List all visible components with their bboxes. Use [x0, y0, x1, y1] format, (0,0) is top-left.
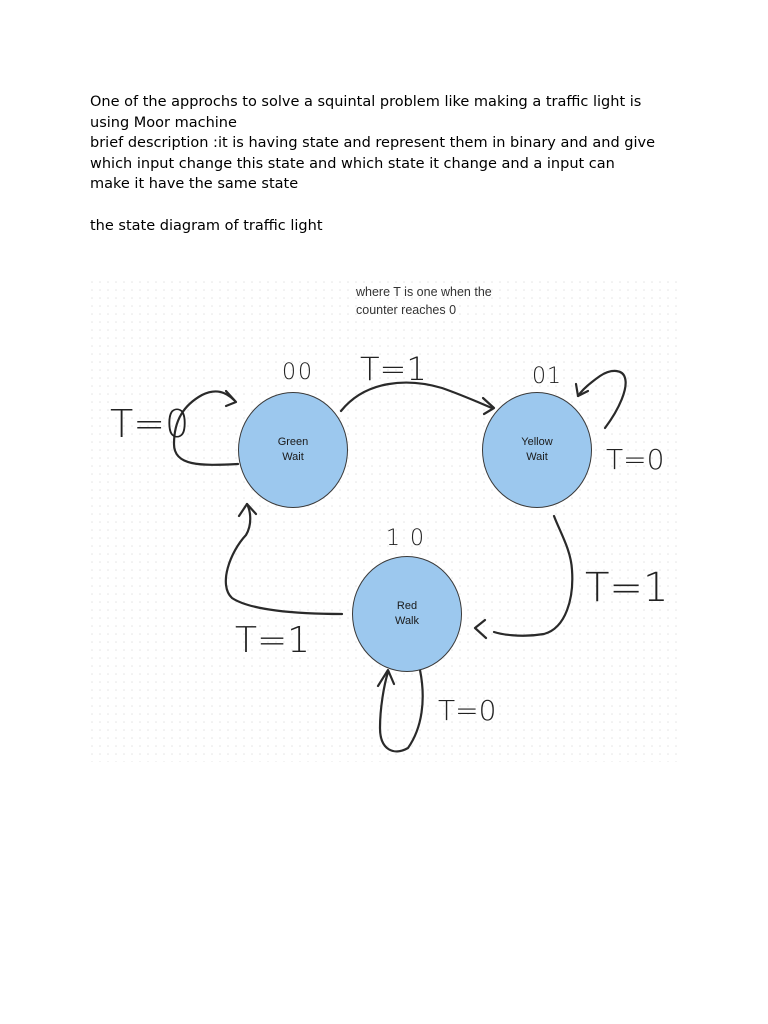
- paragraph-line: brief description :it is having state and represent them in binary and and give: [90, 135, 655, 152]
- description-text: [90, 92, 690, 236]
- state-diagram: [90, 280, 680, 762]
- state-red-walk: [352, 556, 462, 672]
- note-line: where T is one when the: [356, 285, 492, 299]
- transition-label-green-self: T=0: [110, 402, 190, 446]
- paragraph-line: which input change this state and which state it change and a input can: [90, 155, 615, 172]
- paragraph-line: using Moor machine: [90, 114, 237, 131]
- state-subtitle: Walk: [394, 615, 420, 627]
- paragraph-line: make it have the same state: [90, 176, 299, 193]
- diagram-note: [356, 283, 492, 319]
- note-line: counter reaches 0: [356, 303, 457, 317]
- transition-label-red-to-green: T=1: [235, 620, 311, 661]
- state-subtitle: Wait: [282, 451, 304, 463]
- state-yellow-wait: [482, 392, 592, 508]
- state-subtitle: Wait: [526, 451, 548, 463]
- state-code-yellow: 01: [532, 364, 562, 389]
- diagram-caption: the state diagram of traffic light: [90, 217, 323, 234]
- blank-line: [90, 195, 690, 216]
- paragraph-line: One of the approchs to solve a squintal problem like making a traffic light is: [90, 94, 642, 110]
- transition-label-red-self: T=0: [438, 694, 497, 727]
- state-green-wait: [238, 392, 348, 508]
- state-code-red: 10: [386, 526, 434, 551]
- transition-label-green-to-yellow: T=1: [360, 350, 427, 388]
- transition-label-yellow-to-red: T=1: [585, 565, 669, 611]
- state-name: Yellow: [521, 436, 553, 448]
- state-code-green: 00: [282, 360, 314, 385]
- transition-label-yellow-self: T=0: [606, 443, 665, 476]
- state-name: Red: [396, 600, 418, 612]
- state-name: Green: [277, 436, 309, 448]
